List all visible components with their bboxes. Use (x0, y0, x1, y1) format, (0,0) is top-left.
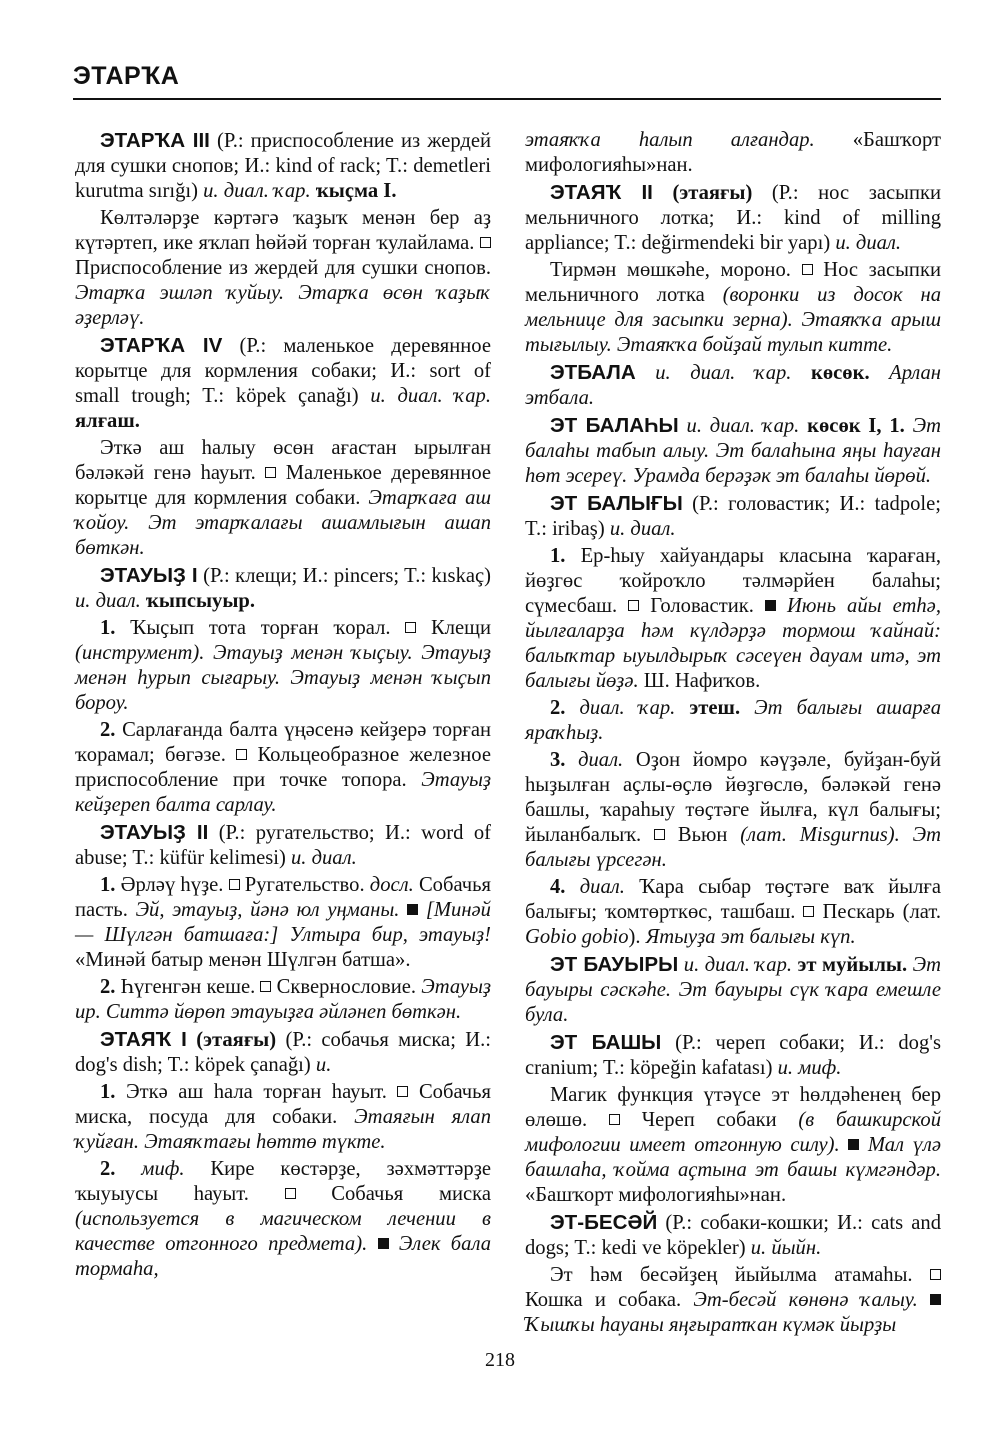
entry-et-besay: ЭТ-БЕСӘЙ (Р.: собаки-кошки; И.: cats and dogs; T.: kedi ve köpekler) и. йыйн. (525, 1211, 941, 1259)
left-column (75, 128, 491, 1284)
square-icon (609, 1114, 620, 1125)
sense-4: 4. диал. Ҡара сыбар төҫтәге ваҡ йылға балығы; ҡомтөрткөс, ташбаш. Пескарь (лат. Gobio gobio). Ятыуҙа эт балығы күп. (525, 876, 941, 948)
entry-etauyz-2: ЭТАУЫҘ II (Р.: ругательство; И.: word of abuse; T.: küfür kelimesi) и. диал. (75, 821, 492, 869)
right-column (525, 128, 941, 1340)
square-icon (802, 264, 813, 275)
headword: ЭТАРҠА III (100, 129, 210, 152)
headword: ЭТ БАЛАҺЫ (550, 414, 679, 437)
headword: ЭТАРҠА IV (100, 334, 223, 357)
headword: ЭТ-БЕСӘЙ (550, 1211, 658, 1234)
square-icon (405, 622, 416, 633)
filled-square-icon (930, 1294, 941, 1305)
square-icon (930, 1269, 941, 1280)
entry-etayak-2: ЭТАЯҠ II (этаяғы) (Р.: нос засыпки мельничного лотка; И.: kind of milling appliance; T.: değirmendeki bir yapı) и. диал. (525, 181, 941, 254)
square-icon (480, 237, 491, 248)
square-icon (285, 1188, 296, 1199)
headword: ЭТАУЫҘ II (100, 821, 209, 844)
sense-3: 3. диал. Оҙон йомро кәүҙәле, буйҙан-буй һыҙылған аҫлы-өҫлө йөҙгөслө, бәләкәй генә башлы, ҡараһыу төҫтәге йылға, күл балығы; йыланбалыҡ. Вьюн (лат. Misgurnus). Эт балығы үрсегән. (525, 749, 941, 871)
sense-1: 1. Әрләү һүҙе. Ругательство. досл. Собачья пасть. Эй, этауыҙ, йәнә юл уңманы. [Минәй — Шүлгән батшаға:] Ултыра бир, этауыҙ! «Минәй батыр менән Шүлгән батша». (75, 874, 491, 971)
continuation: этаяҡҡа һалып алғандар. «Башҡорт мифологияһы»нан. (525, 129, 941, 176)
filled-square-icon (407, 904, 418, 915)
definition: Магик функция үтәүсе эт һөлдәһенең бер өлөшө. Череп собаки (в башкирской мифологии имеет отгонную силу). Мал үлә башлаһа, ҡойма аҫтына эт башы күмгәндәр. «Башҡорт мифологияһы»нан. (525, 1084, 941, 1206)
headword: ЭТАЯҠ II (550, 181, 653, 204)
filled-square-icon (765, 600, 776, 611)
headword: ЭТ БАУЫРЫ (550, 953, 679, 976)
headword: ЭТБАЛА (550, 361, 636, 384)
square-icon (803, 906, 814, 917)
square-icon (260, 981, 271, 992)
square-icon (628, 600, 639, 611)
sense-2: 2. миф. Кире көстәрҙе, зәхмәттәрҙе ҡыуыусы һауыт. Собачья миска (используется в магическом лечении в качестве отгонного предмета). Элек бала тормаһа, (75, 1158, 492, 1280)
sense-2: 2. Сарлағанда балта үңәсенә кейҙерә торған ҡорамал; бөгәзе. Кольцеобразное железное приспособление при точке топора. Этауыҙ кейҙереп балта сарлау. (75, 719, 491, 816)
headword: ЭТ БАЛЫҒЫ (550, 492, 683, 515)
square-icon (236, 749, 247, 760)
entry-etayak-1: ЭТАЯҠ I (этаяғы) (Р.: собачья миска; И.: dog's dish; T.: köpek çanağı) и. (75, 1028, 491, 1076)
entry-etauyz-1: ЭТАУЫҘ I (Р.: клещи; И.: pincers; T.: kıskaç) и. диал. ҡыпсыуыр. (75, 564, 491, 612)
page-number: 218 (485, 1349, 515, 1371)
sense-1: 1. Ер-һыу хайуандары класына ҡараған, йөҙгөс ҡойроҡло тәлмәрйен балаһы; сүмесбаш. Головастик. Июнь айы етһә, йылғаларҙа һәм күлдәрҙә тормош ҡайнай: балыҡтар ыуылдырыҡ сәсеүен дауам итә, эт балығы йөҙә. Ш. Нафиҡов. (525, 545, 941, 692)
entry-et-balahy: ЭТ БАЛАҺЫ и. диал. ҡар. көсөк I, 1. Эт балаһы табып алыу. Эт балаһына яңы һауған һөт эсереү. Урамда берәҙәк эт балаһы йөрөй. (525, 414, 941, 487)
filled-square-icon (848, 1139, 859, 1150)
sense-2: 2. диал. ҡар. этеш. Эт балығы ашарға яраҡһыҙ. (525, 697, 941, 744)
entry-et-balygy: ЭТ БАЛЫҒЫ (Р.: головастик; И.: tadpole; T.: iribaş) и. диал. (525, 492, 941, 540)
entry-etbala: ЭТБАЛА и. диал. ҡар. көсөк. Арлан этбала. (525, 361, 941, 409)
definition: Эт һәм бесәйҙең йыйылма атамаһы. Кошка и собака. Эт-бесәй көнөнә ҡалыу. Ҡышҡы һауаны яңғыратҡан күмәк йырҙы (525, 1263, 941, 1338)
definition: Тирмән мөшкәһе, мороно. Нос засыпки мельничного лотка (воронки из досок на мельнице для засыпки зерна). Этаяҡҡа арыш тығылыу. Этаяҡҡа бойҙай тулып китте. (525, 259, 941, 356)
headword: ЭТ БАШЫ (550, 1031, 662, 1054)
entry-et-bauyry: ЭТ БАУЫРЫ и. диал. ҡар. эт муйылы. Эт бауыры сәскәһе. Эт бауыры сүк ҡара емешле була. (525, 953, 941, 1026)
square-icon (265, 467, 276, 478)
entry-etarka-4: ЭТАРҠА IV (Р.: маленькое деревянное корытце для кормления собаки; И.: sort of small trough; T.: köpek çanağı) и. диал. ҡар. ялғаш. (75, 334, 491, 432)
sense-2: 2. Һүгенгән кеше. Сквернословие. Этауыҙ ир. Ситтә йөрөп этауыҙға әйләнеп бөткән. (75, 976, 491, 1023)
square-icon (654, 829, 665, 840)
filled-square-icon (378, 1238, 389, 1249)
headword: ЭТАУЫҘ I (100, 564, 198, 587)
definition: Эткә аш һалыу өсөн ағастан ырылған бәләкәй генә һауыт. Маленькое деревянное корытце для кормления собаки. Этарҡаға аш ҡойоу. Эт этарҡалағы ашамлығын ашап бөткән. (75, 437, 492, 559)
running-head: ЭТАРҠА (73, 62, 180, 90)
square-icon (229, 879, 240, 890)
sense-1: 1. Эткә аш һала торған һауыт. Собачья миска, посуда для собаки. Этаяғын ялап ҡуйған. Этаяҡтағы һөттө түкте. (75, 1081, 491, 1153)
square-icon (397, 1086, 408, 1097)
sense-1: 1. Ҡыҫып тота торған ҡорал. Клещи (инструмент). Этауыҙ менән ҡыҫыу. Этауыҙ менән һурып сығарыу. Этауыҙ менән ҡыҫып бороу. (75, 617, 491, 714)
entry-etarka-3: ЭТАРҠА III (Р.: приспособление из жердей для сушки снопов; И.: kind of rack; T.: demetleri kurutma sırığı) и. диал. ҡар. ҡыҫма I. (75, 129, 491, 202)
definition: Көлтәләрҙе кәртәгә ҡаҙыҡ менән бер аҙ күтәртеп, ике яҡлап һөйәй торған ҡулайлама. Приспособление из жердей для сушки снопов. Этарҡа эшләп ҡуйыу. Этарҡа өсөн ҡаҙыҡ әҙерләү. (75, 207, 491, 329)
headword: ЭТАЯҠ I (100, 1028, 187, 1051)
entry-et-bashy: ЭТ БАШЫ (Р.: череп собаки; И.: dog's cranium; T.: köpeğin kafatası) и. миф. (525, 1031, 941, 1079)
header-rule (73, 98, 941, 100)
